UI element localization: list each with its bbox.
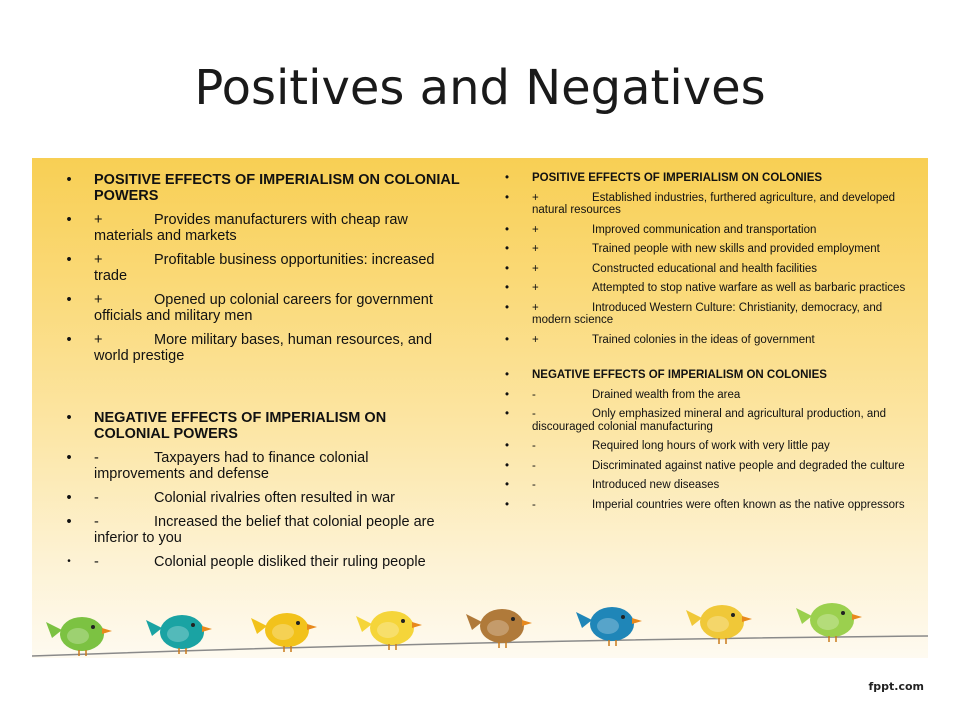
bullet-icon: • bbox=[66, 490, 72, 506]
bullet-icon: • bbox=[66, 450, 72, 466]
minus-sign: - bbox=[532, 388, 536, 401]
plus-sign: + bbox=[532, 243, 539, 255]
plus-sign: + bbox=[532, 333, 539, 346]
item-text: Only emphasized mineral and agricultural production, and discouraged colonial manufacturing bbox=[532, 408, 887, 433]
item-text: Opened up colonial careers for government officials and military men bbox=[94, 292, 433, 324]
item-text: Established industries, furthered agriculture, and developed natural resources bbox=[532, 191, 896, 216]
list-item bbox=[500, 282, 910, 295]
item-text: Constructed educational and health facilities bbox=[592, 262, 818, 275]
item-text: Provides manufacturers with cheap raw materials and markets bbox=[94, 212, 408, 244]
item-text: Trained people with new skills and provided employment bbox=[592, 243, 880, 255]
list-item bbox=[500, 192, 910, 217]
list-item bbox=[62, 554, 462, 570]
plus-sign: + bbox=[532, 262, 539, 275]
bullet-icon: • bbox=[504, 408, 510, 420]
bullet-icon: • bbox=[66, 292, 72, 308]
birds-decoration bbox=[32, 600, 928, 700]
item-text: Required long hours of work with very little pay bbox=[592, 440, 830, 452]
minus-sign: - bbox=[94, 490, 99, 506]
list-item bbox=[500, 334, 910, 347]
list-item bbox=[62, 252, 462, 284]
item-text: Drained wealth from the area bbox=[592, 388, 741, 401]
list-item bbox=[62, 490, 462, 506]
bullet-icon: • bbox=[504, 459, 510, 472]
bullet-icon: • bbox=[66, 252, 72, 268]
list-item bbox=[500, 460, 910, 473]
section-spacer bbox=[500, 353, 910, 369]
item-text: Increased the belief that colonial people are inferior to you bbox=[94, 514, 435, 546]
list-item bbox=[500, 408, 910, 433]
minus-sign: - bbox=[94, 514, 99, 530]
bullet-icon: • bbox=[504, 369, 510, 381]
section-heading: POSITIVE EFFECTS OF IMPERIALISM ON COLONIAL POWERS bbox=[94, 172, 460, 204]
page-title: Positives and Negatives bbox=[194, 60, 766, 116]
item-text: Introduced new diseases bbox=[592, 479, 720, 491]
bullet-icon: • bbox=[504, 243, 510, 255]
plus-sign: + bbox=[532, 301, 539, 314]
list-item bbox=[500, 369, 910, 382]
item-text: Trained colonies in the ideas of government bbox=[592, 333, 815, 346]
bullet-icon: • bbox=[504, 479, 510, 491]
list-item bbox=[62, 292, 462, 324]
item-text: Colonial people disliked their ruling people bbox=[154, 554, 426, 570]
item-text: More military bases, human resources, and world prestige bbox=[94, 332, 433, 364]
bullet-icon: • bbox=[504, 223, 510, 236]
item-text: Colonial rivalries often resulted in war bbox=[154, 490, 395, 506]
list-item bbox=[62, 212, 462, 244]
list-item bbox=[500, 263, 910, 276]
minus-sign: - bbox=[532, 479, 536, 491]
bullet-icon: • bbox=[66, 172, 72, 188]
bullet-icon: • bbox=[66, 212, 72, 228]
minus-sign: - bbox=[94, 450, 99, 466]
list-item bbox=[500, 440, 910, 453]
list-item bbox=[62, 410, 462, 442]
minus-sign: - bbox=[94, 554, 99, 570]
section-heading: NEGATIVE EFFECTS OF IMPERIALISM ON COLONIES bbox=[532, 369, 827, 381]
bullet-icon: • bbox=[504, 172, 510, 184]
bullet-icon: • bbox=[504, 301, 510, 314]
item-text: Profitable business opportunities: increased trade bbox=[94, 252, 435, 284]
plus-sign: + bbox=[94, 292, 103, 308]
list-item bbox=[500, 479, 910, 492]
bullet-icon: • bbox=[504, 262, 510, 275]
bullet-icon: • bbox=[67, 556, 71, 567]
bird-icon bbox=[146, 615, 212, 654]
list-item bbox=[62, 514, 462, 546]
bullet-icon: • bbox=[504, 498, 510, 511]
minus-sign: - bbox=[532, 459, 536, 472]
list-item bbox=[500, 389, 910, 402]
list-item bbox=[500, 172, 910, 185]
list-item bbox=[62, 172, 462, 204]
fppt-logo: fppt.com bbox=[868, 680, 924, 693]
list-item bbox=[62, 332, 462, 364]
minus-sign: - bbox=[532, 498, 536, 511]
plus-sign: + bbox=[94, 332, 103, 348]
bird-icon bbox=[251, 613, 317, 652]
list-item bbox=[62, 450, 462, 482]
section-spacer bbox=[62, 372, 462, 410]
item-text: Imperial countries were often known as the native oppressors bbox=[592, 498, 905, 511]
bird-icon bbox=[46, 617, 112, 656]
section-heading: NEGATIVE EFFECTS OF IMPERIALISM ON COLONIAL POWERS bbox=[94, 410, 387, 442]
bullet-icon: • bbox=[66, 410, 72, 426]
bullet-icon: • bbox=[66, 514, 72, 530]
plus-sign: + bbox=[532, 191, 539, 204]
plus-sign: + bbox=[532, 223, 539, 236]
minus-sign: - bbox=[532, 440, 536, 452]
plus-sign: + bbox=[94, 212, 103, 228]
right-column bbox=[500, 172, 910, 518]
plus-sign: + bbox=[94, 252, 103, 268]
section-heading: POSITIVE EFFECTS OF IMPERIALISM ON COLONIES bbox=[532, 172, 823, 184]
item-text: Introduced Western Culture: Christianity, democracy, and modern science bbox=[532, 301, 883, 326]
left-column bbox=[62, 172, 462, 578]
minus-sign: - bbox=[532, 408, 536, 420]
list-item bbox=[500, 499, 910, 512]
content-panel bbox=[32, 158, 928, 658]
bullet-icon: • bbox=[66, 332, 72, 348]
list-item bbox=[500, 302, 910, 327]
bullet-icon: • bbox=[504, 333, 510, 346]
bullet-icon: • bbox=[504, 388, 510, 401]
item-text: Attempted to stop native warfare as well as barbaric practices bbox=[592, 282, 906, 294]
bullet-icon: • bbox=[504, 440, 510, 452]
bullet-icon: • bbox=[504, 282, 510, 294]
item-text: Taxpayers had to finance colonial improvements and defense bbox=[94, 450, 369, 482]
item-text: Improved communication and transportation bbox=[592, 223, 817, 236]
list-item bbox=[500, 224, 910, 237]
bullet-icon: • bbox=[504, 191, 510, 204]
plus-sign: + bbox=[532, 282, 539, 294]
list-item bbox=[500, 243, 910, 256]
item-text: Discriminated against native people and degraded the culture bbox=[592, 459, 905, 472]
